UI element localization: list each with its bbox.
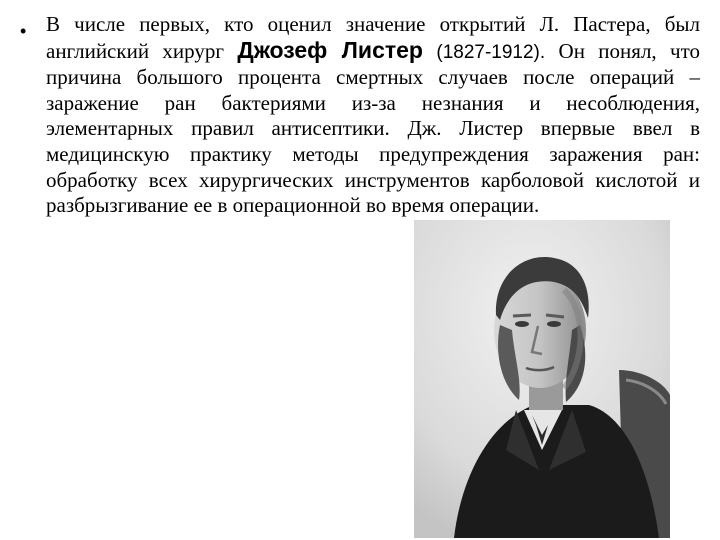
life-years: (1827-1912). bbox=[422, 41, 546, 63]
bullet-marker: • bbox=[20, 21, 27, 41]
portrait-icon bbox=[414, 220, 670, 538]
paragraph-body: Он понял, что причина большого процента смертных случаев после операций – заражение ран бактериями из-за незнания и несоблюдения, элементарных правил антисептики. Дж. Листер впервые ввел в медицинскую практику методы предупреждения заражения ран: обработку всех хирургических инструментов карболовой кислотой и разбрызгивание ее в операционной во время операции. bbox=[46, 38, 701, 218]
body-paragraph bbox=[46, 12, 700, 219]
paragraph-intro: В числе первых, кто оценил значение открытий Л. Пастера, был английский хирург bbox=[46, 12, 700, 63]
portrait-photo bbox=[414, 220, 670, 538]
surgeon-name: Джозеф Листер bbox=[237, 36, 423, 63]
